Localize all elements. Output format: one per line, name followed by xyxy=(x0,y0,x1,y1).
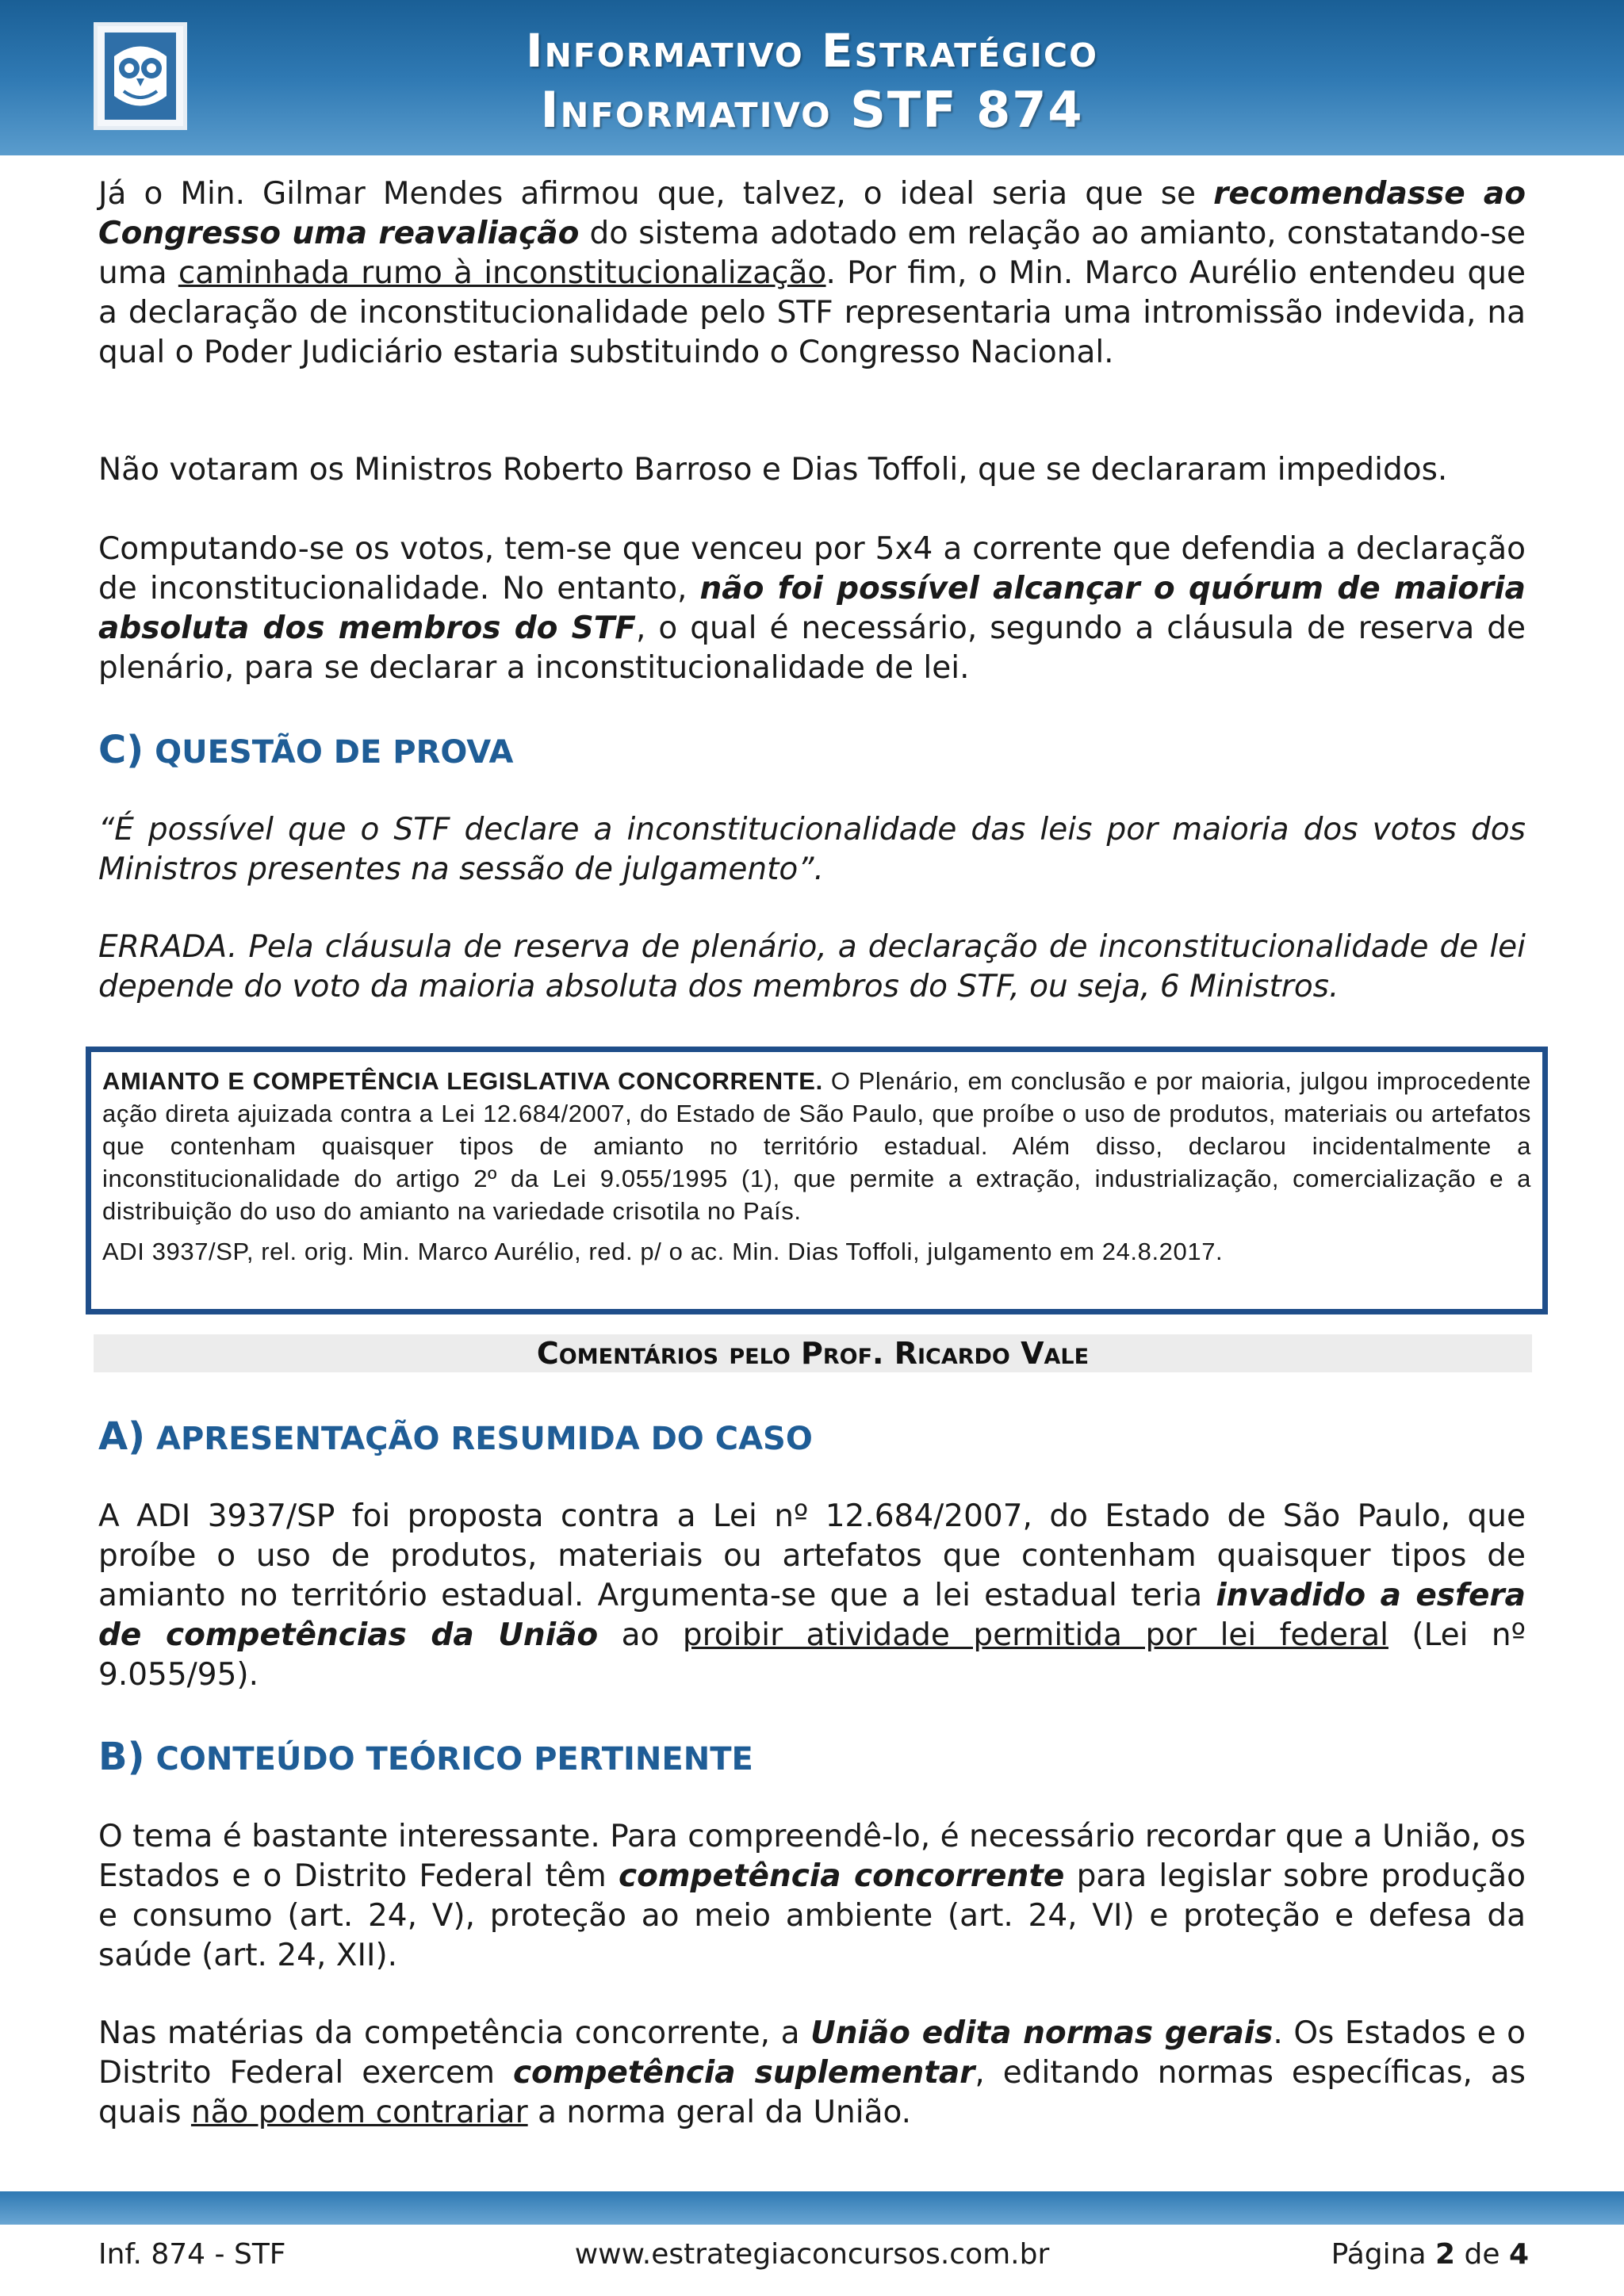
emphasis-text: invadido a esfera de competências da União xyxy=(98,1578,1526,1653)
summary-reference: ADI 3937/SP, rel. orig. Min. Marco Aurélio, red. p/ o ac. Min. Dias Toffoli, julgamento em 24.8.2017. xyxy=(102,1238,1224,1265)
paragraph-case-summary xyxy=(98,1497,1526,1695)
summary-heading: AMIANTO E COMPETÊNCIA LEGISLATIVA CONCORRENTE. xyxy=(102,1067,823,1095)
paragraph-normas-gerais xyxy=(98,2014,1526,2133)
underlined-text: caminhada rumo à inconstitucionalização xyxy=(178,255,826,291)
paragraph-impedidos: Não votaram os Ministros Roberto Barroso e Dias Toffoli, que se declararam impedidos. xyxy=(98,452,1448,488)
emphasis-text: competência concorrente xyxy=(618,1858,1065,1894)
text-run: O tema é bastante interessante. Para compreendê-lo, é necessário recordar que a União, os Estados e o Distrito Federal têm xyxy=(98,1819,1526,1894)
text-run: (Lei nº 9.055/95). xyxy=(98,1617,1526,1693)
page-separator: de xyxy=(1455,2238,1509,2271)
exam-answer: ERRADA. Pela cláusula de reserva de plenário, a declaração de inconstitucionalidade de lei depende do voto da maioria absoluta dos membros do STF, ou seja, 6 Ministros. xyxy=(98,929,1526,1004)
footer-page-number xyxy=(1331,2237,1529,2272)
text-run: , o qual é necessário, segundo a cláusula de reserva de plenário, para se declarar a inconstitucionalidade de lei. xyxy=(98,610,1526,686)
section-title: CONTEÚDO TEÓRICO PERTINENTE xyxy=(155,1741,753,1777)
summary-body: O Plenário, em conclusão e por maioria, julgou improcedente ação direta ajuizada contra a Lei 12.684/2007, do Estado de São Paulo, que proíbe o uso de produtos, materiais ou artefatos que contenham quaisquer tipos de amianto no território estadual. Além disso, declarou incidentalmente a inconstitucionalidade do artigo 2º da Lei 9.055/1995 (1), que permite a extração, industrialização, comercialização e a distribuição do uso do amianto na variedade crisotila no País. xyxy=(102,1067,1531,1225)
page-label: Página xyxy=(1331,2238,1435,2271)
section-title: APRESENTAÇÃO RESUMIDA DO CASO xyxy=(156,1421,813,1457)
summary-text xyxy=(102,1065,1531,1227)
text-run: . Os Estados e o Distrito Federal exercem xyxy=(98,2015,1526,2091)
header-title-line2: Informativo STF 874 xyxy=(540,81,1084,139)
informativo-summary-box xyxy=(86,1047,1548,1314)
text-run: , editando normas específicas, as quais xyxy=(98,2055,1526,2130)
exam-question: “É possível que o STF declare a inconstitucionalidade das leis por maioria dos votos dos Ministros presentes na sessão de julgamento”. xyxy=(98,812,1526,887)
text-run: . Por fim, o Min. Marco Aurélio entendeu que a declaração de inconstitucionalidade pelo STF representaria uma intromissão indevida, na qual o Poder Judiciário estaria substituindo o Congresso Nacional. xyxy=(98,255,1526,370)
text-run: para legislar sobre produção e consumo (art. 24, V), proteção ao meio ambiente (art. 24, VI) e proteção e defesa da saúde (art. 24, XII). xyxy=(98,1858,1526,1973)
footer-bar xyxy=(0,2191,1624,2225)
footer-website-link[interactable]: www.estrategiaconcursos.com.br xyxy=(574,2238,1050,2271)
paragraph-gilmar-mendes xyxy=(98,174,1526,373)
emphasis-text: não foi possível alcançar o quórum de maioria absoluta dos membros do STF xyxy=(98,571,1526,646)
text-run: Já o Min. Gilmar Mendes afirmou que, talvez, o ideal seria que se xyxy=(98,176,1214,212)
section-letter: A) xyxy=(98,1414,146,1459)
section-letter: C) xyxy=(98,728,144,772)
section-title: QUESTÃO DE PROVA xyxy=(155,734,514,771)
emphasis-text: recomendasse ao Congresso uma reavaliação xyxy=(98,176,1526,251)
section-heading-apresentacao xyxy=(98,1414,813,1459)
section-heading-questao-de-prova xyxy=(98,728,514,772)
text-run: a norma geral da União. xyxy=(527,2095,912,2130)
underlined-text: não podem contrariar xyxy=(190,2095,528,2130)
header-title-line1: Informativo Estratégico xyxy=(525,24,1098,78)
text-run: A ADI 3937/SP foi proposta contra a Lei nº 12.684/2007, do Estado de São Paulo, que proíbe o uso de produtos, materiais ou artefatos que contenham quaisquer tipos de amianto no território estadual. Argumenta-se que a lei estadual teria xyxy=(98,1498,1526,1613)
text-run: ao xyxy=(598,1617,683,1653)
section-heading-conteudo-teorico xyxy=(98,1735,753,1779)
paragraph-competencia-concorrente xyxy=(98,1817,1526,1976)
text-run: Nas matérias da competência concorrente, a xyxy=(98,2015,811,2051)
emphasis-text: competência suplementar xyxy=(512,2055,975,2091)
underlined-text: proibir atividade permitida por lei federal xyxy=(682,1617,1388,1653)
text-run: do sistema adotado em relação ao amianto, constatando-se uma xyxy=(98,216,1526,291)
page-header xyxy=(0,0,1624,155)
paragraph-votos xyxy=(98,530,1526,688)
page-total: 4 xyxy=(1508,2238,1529,2271)
comments-author-bar: Comentários pelo Prof. Ricardo Vale xyxy=(94,1334,1532,1372)
emphasis-text: União edita normas gerais xyxy=(810,2015,1274,2051)
section-letter: B) xyxy=(98,1735,145,1779)
footer-informativo-label: Inf. 874 - STF xyxy=(98,2238,286,2271)
page-current: 2 xyxy=(1434,2238,1456,2271)
text-run: Computando-se os votos, tem-se que venceu por 5x4 a corrente que defendia a declaração de inconstitucionalidade. No entanto, xyxy=(98,531,1526,607)
